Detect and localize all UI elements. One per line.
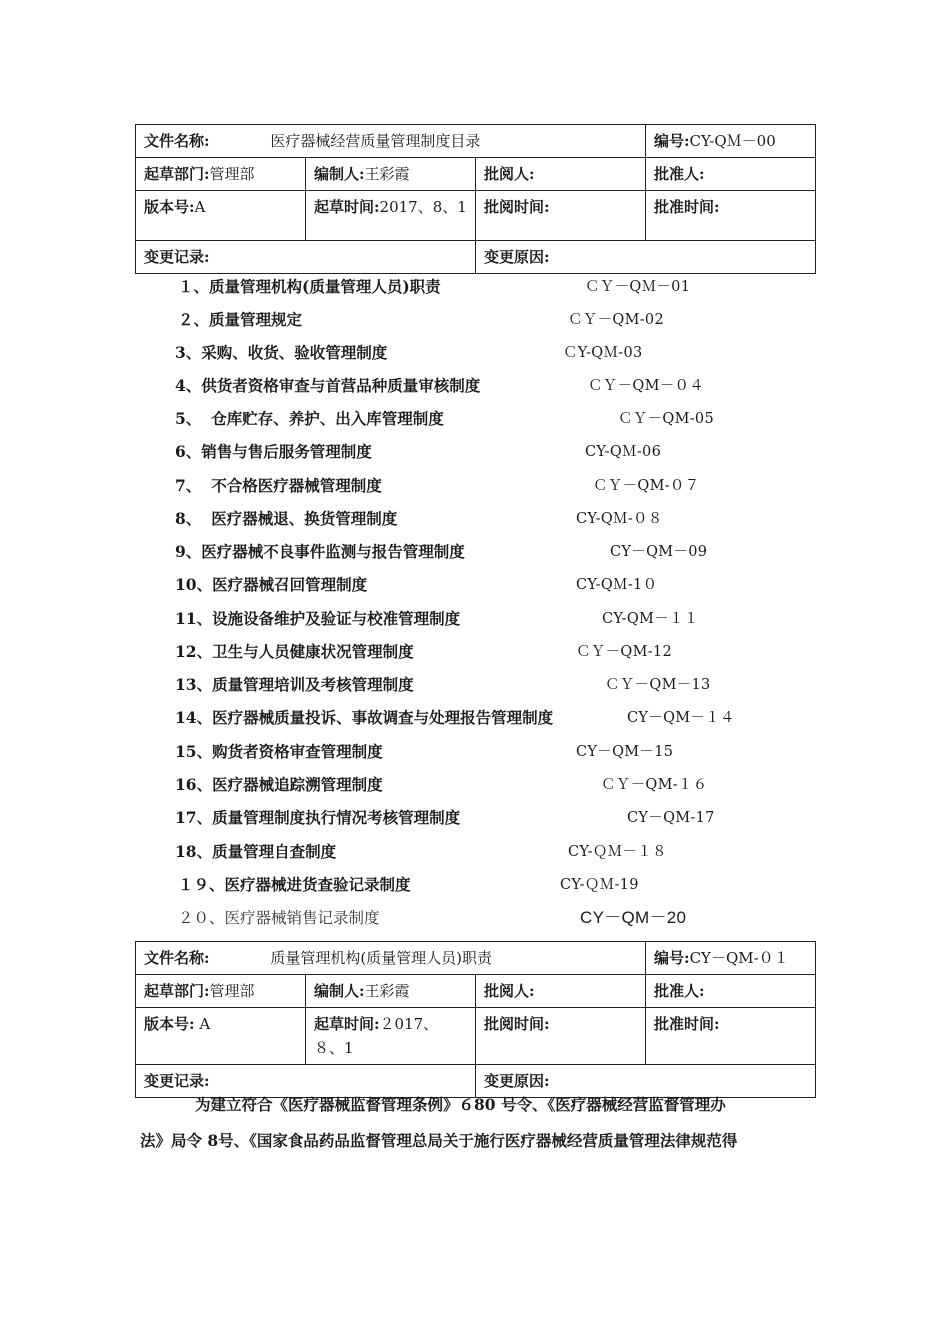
change-record-cell — [136, 241, 476, 274]
editor-cell — [306, 975, 476, 1008]
toc-title: 采购、收货、验收管理制度 — [201, 343, 388, 362]
toc-number: ２、 — [178, 310, 210, 329]
version-label: 版本号: — [144, 198, 195, 216]
version-cell — [136, 1008, 306, 1065]
toc-number: 6、 — [175, 442, 202, 461]
toc-item — [175, 706, 553, 730]
number-value: CY－QM-０１ — [689, 949, 789, 967]
review-time-label: 批阅时间: — [484, 1015, 550, 1033]
toc-title: 医疗器械质量投诉、事故调查与处理报告管理制度 — [212, 708, 554, 727]
toc-code: ＣＹ－QM-12 — [576, 644, 672, 660]
toc-number: １９、 — [178, 875, 225, 894]
toc-code: ＣＹ－QM-02 — [568, 312, 664, 328]
toc-number: 16、 — [175, 775, 213, 794]
review-time-cell — [476, 191, 646, 241]
toc-number: 13、 — [175, 675, 213, 694]
toc-title: 医疗器械追踪溯管理制度 — [212, 775, 383, 794]
toc-code: ＣＹ－QM-１６ — [601, 777, 708, 793]
toc-item — [175, 341, 387, 365]
toc-item — [175, 640, 414, 664]
file-name-value: 质量管理机构(质量管理人员)职责 — [270, 949, 493, 967]
toc-number: 17、 — [175, 808, 213, 827]
toc-title: 质量管理培训及考核管理制度 — [212, 675, 414, 694]
toc-number: 7、 — [175, 476, 202, 495]
draft-time-value: ２017、８、1 — [314, 1015, 439, 1057]
approve-time-cell — [646, 1008, 816, 1065]
number-cell — [646, 125, 816, 158]
toc-number: 9、 — [175, 542, 202, 561]
toc-code: CY-QＭ-０８ — [576, 511, 663, 527]
toc-item — [175, 407, 444, 431]
approve-time-label: 批准时间: — [654, 1015, 720, 1033]
draft-time-cell — [306, 1008, 476, 1065]
toc-number: 18、 — [175, 842, 213, 861]
draft-time-cell — [306, 191, 476, 241]
header-table-1 — [135, 124, 816, 274]
toc-code: CY-ＱＭ－１８ — [568, 844, 667, 860]
toc-number: 5、 — [175, 409, 202, 428]
toc-number: 4、 — [175, 376, 202, 395]
toc-number: ２０、 — [178, 909, 225, 927]
toc-number: １、 — [178, 277, 210, 296]
toc-number: 10、 — [175, 575, 213, 594]
toc-code: CY－QM－09 — [610, 544, 708, 560]
file-name-cell — [136, 942, 646, 975]
number-label: 编号: — [654, 949, 690, 967]
toc-item — [175, 440, 372, 464]
toc-item — [175, 507, 397, 531]
dept-label: 起草部门: — [144, 982, 210, 1000]
toc-code: CY-QM－１１ — [602, 611, 699, 627]
version-cell — [136, 191, 306, 241]
change-reason-label: 变更原因: — [484, 248, 550, 266]
file-name-cell — [136, 125, 646, 158]
dept-value: 管理部 — [209, 165, 255, 183]
change-record-label: 变更记录: — [144, 248, 210, 266]
toc-number: 12、 — [175, 642, 213, 661]
approver-label: 批准人: — [654, 165, 705, 183]
toc-code: CY－QM－20 — [580, 908, 687, 927]
review-time-cell — [476, 1008, 646, 1065]
toc-number: 11、 — [175, 609, 213, 628]
toc-item — [175, 573, 367, 597]
editor-label: 编制人: — [314, 982, 365, 1000]
reviewer-label: 批阅人: — [484, 982, 535, 1000]
approver-cell — [646, 158, 816, 191]
reviewer-cell — [476, 975, 646, 1008]
editor-value: 王彩霞 — [364, 982, 410, 1000]
number-cell — [646, 942, 816, 975]
toc-number: 8、 — [175, 509, 202, 528]
file-name-label: 文件名称: — [144, 132, 210, 150]
toc-title: 设施设备维护及验证与校准管理制度 — [212, 609, 461, 628]
toc-title: 质量管理规定 — [209, 310, 303, 329]
toc-code: CY－QM-17 — [627, 810, 715, 826]
toc-title: 购货者资格审查管理制度 — [212, 742, 383, 761]
dept-label: 起草部门: — [144, 165, 210, 183]
toc-title: 质量管理制度执行情况考核管理制度 — [212, 808, 461, 827]
dept-cell — [136, 975, 306, 1008]
toc-code: CY－QM－１４ — [627, 710, 735, 726]
toc-item — [175, 773, 383, 797]
approver-label: 批准人: — [654, 982, 705, 1000]
number-label: 编号: — [654, 132, 690, 150]
change-reason-label: 变更原因: — [484, 1072, 550, 1090]
toc-item — [175, 740, 383, 764]
draft-time-label: 起草时间: — [314, 1015, 380, 1033]
toc-title: 不合格医疗器械管理制度 — [211, 476, 382, 495]
toc-code: ＣＹ－QＭ－01 — [585, 279, 691, 295]
editor-label: 编制人: — [314, 165, 365, 183]
draft-time-label: 起草时间: — [314, 198, 380, 216]
toc-number: 15、 — [175, 742, 213, 761]
toc-code: CY-QＭ-1０ — [576, 577, 658, 593]
toc-title: 医疗器械召回管理制度 — [212, 575, 368, 594]
file-name-value: 医疗器械经营质量管理制度目录 — [270, 132, 481, 150]
dept-value: 管理部 — [209, 982, 255, 1000]
reviewer-label: 批阅人: — [484, 165, 535, 183]
toc-item — [175, 840, 336, 864]
toc-code: ＣＹ－QM-０７ — [593, 478, 700, 494]
body-paragraph-line-1: 为建立符合《医疗器械监督管理条例》６80 号令、《医疗器械经营监督管理办 — [195, 1095, 726, 1114]
toc-number: 14、 — [175, 708, 213, 727]
toc-title: 卫生与人员健康状况管理制度 — [212, 642, 414, 661]
change-record-label: 变更记录: — [144, 1072, 210, 1090]
toc-item — [175, 673, 414, 697]
approver-cell — [646, 975, 816, 1008]
version-value: A — [194, 198, 206, 216]
toc-title: 质量管理自查制度 — [212, 842, 337, 861]
toc-code: ＣY-QＭ-03 — [563, 345, 643, 361]
toc-code: ＣＹ－QM－13 — [605, 677, 711, 693]
toc-item — [178, 308, 302, 332]
file-name-label: 文件名称: — [144, 949, 210, 967]
editor-value: 王彩霞 — [364, 165, 410, 183]
editor-cell — [306, 158, 476, 191]
body-paragraph-line-2: 法》局令 8号、《国家食品药品监督管理总局关于施行医疗器械经营质量管理法律规范得 — [140, 1131, 738, 1150]
draft-time-value: 2017、8、1 — [379, 198, 467, 216]
reviewer-cell — [476, 158, 646, 191]
toc-item — [175, 374, 480, 398]
approve-time-label: 批准时间: — [654, 198, 720, 216]
number-value: CY-QＭ－00 — [689, 132, 776, 150]
approve-time-cell — [646, 191, 816, 241]
toc-title: 医疗器械进货查验记录制度 — [224, 875, 411, 894]
toc-item — [178, 906, 380, 930]
toc-number: 3、 — [175, 343, 202, 362]
header-table-2 — [135, 941, 816, 1098]
toc-code: CY-ＱＭ-19 — [560, 877, 639, 893]
toc-title: 医疗器械退、换货管理制度 — [211, 509, 398, 528]
toc-title: 医疗器械不良事件监测与报告管理制度 — [201, 542, 465, 561]
toc-item — [175, 607, 460, 631]
dept-cell — [136, 158, 306, 191]
version-label: 版本号: — [144, 1015, 195, 1033]
toc-code: CY-QＭ-06 — [585, 444, 662, 460]
toc-item — [178, 873, 411, 897]
toc-item — [175, 540, 465, 564]
toc-title: 供货者资格审查与首营品种质量审核制度 — [201, 376, 481, 395]
version-value: A — [199, 1015, 211, 1033]
toc-title: 仓库贮存、养护、出入库管理制度 — [211, 409, 444, 428]
toc-code: CY－QM－15 — [576, 744, 674, 760]
toc-title: 医疗器械销售记录制度 — [224, 909, 380, 927]
toc-code: ＣＹ－QM-05 — [618, 411, 714, 427]
review-time-label: 批阅时间: — [484, 198, 550, 216]
toc-item — [175, 806, 460, 830]
toc-title: 销售与售后服务管理制度 — [201, 442, 372, 461]
toc-title: 质量管理机构(质量管理人员)职责 — [209, 277, 441, 296]
toc-item — [178, 275, 441, 299]
toc-item — [175, 474, 382, 498]
change-reason-cell — [476, 241, 816, 274]
toc-code: ＣＹ－QM－０４ — [588, 378, 705, 394]
